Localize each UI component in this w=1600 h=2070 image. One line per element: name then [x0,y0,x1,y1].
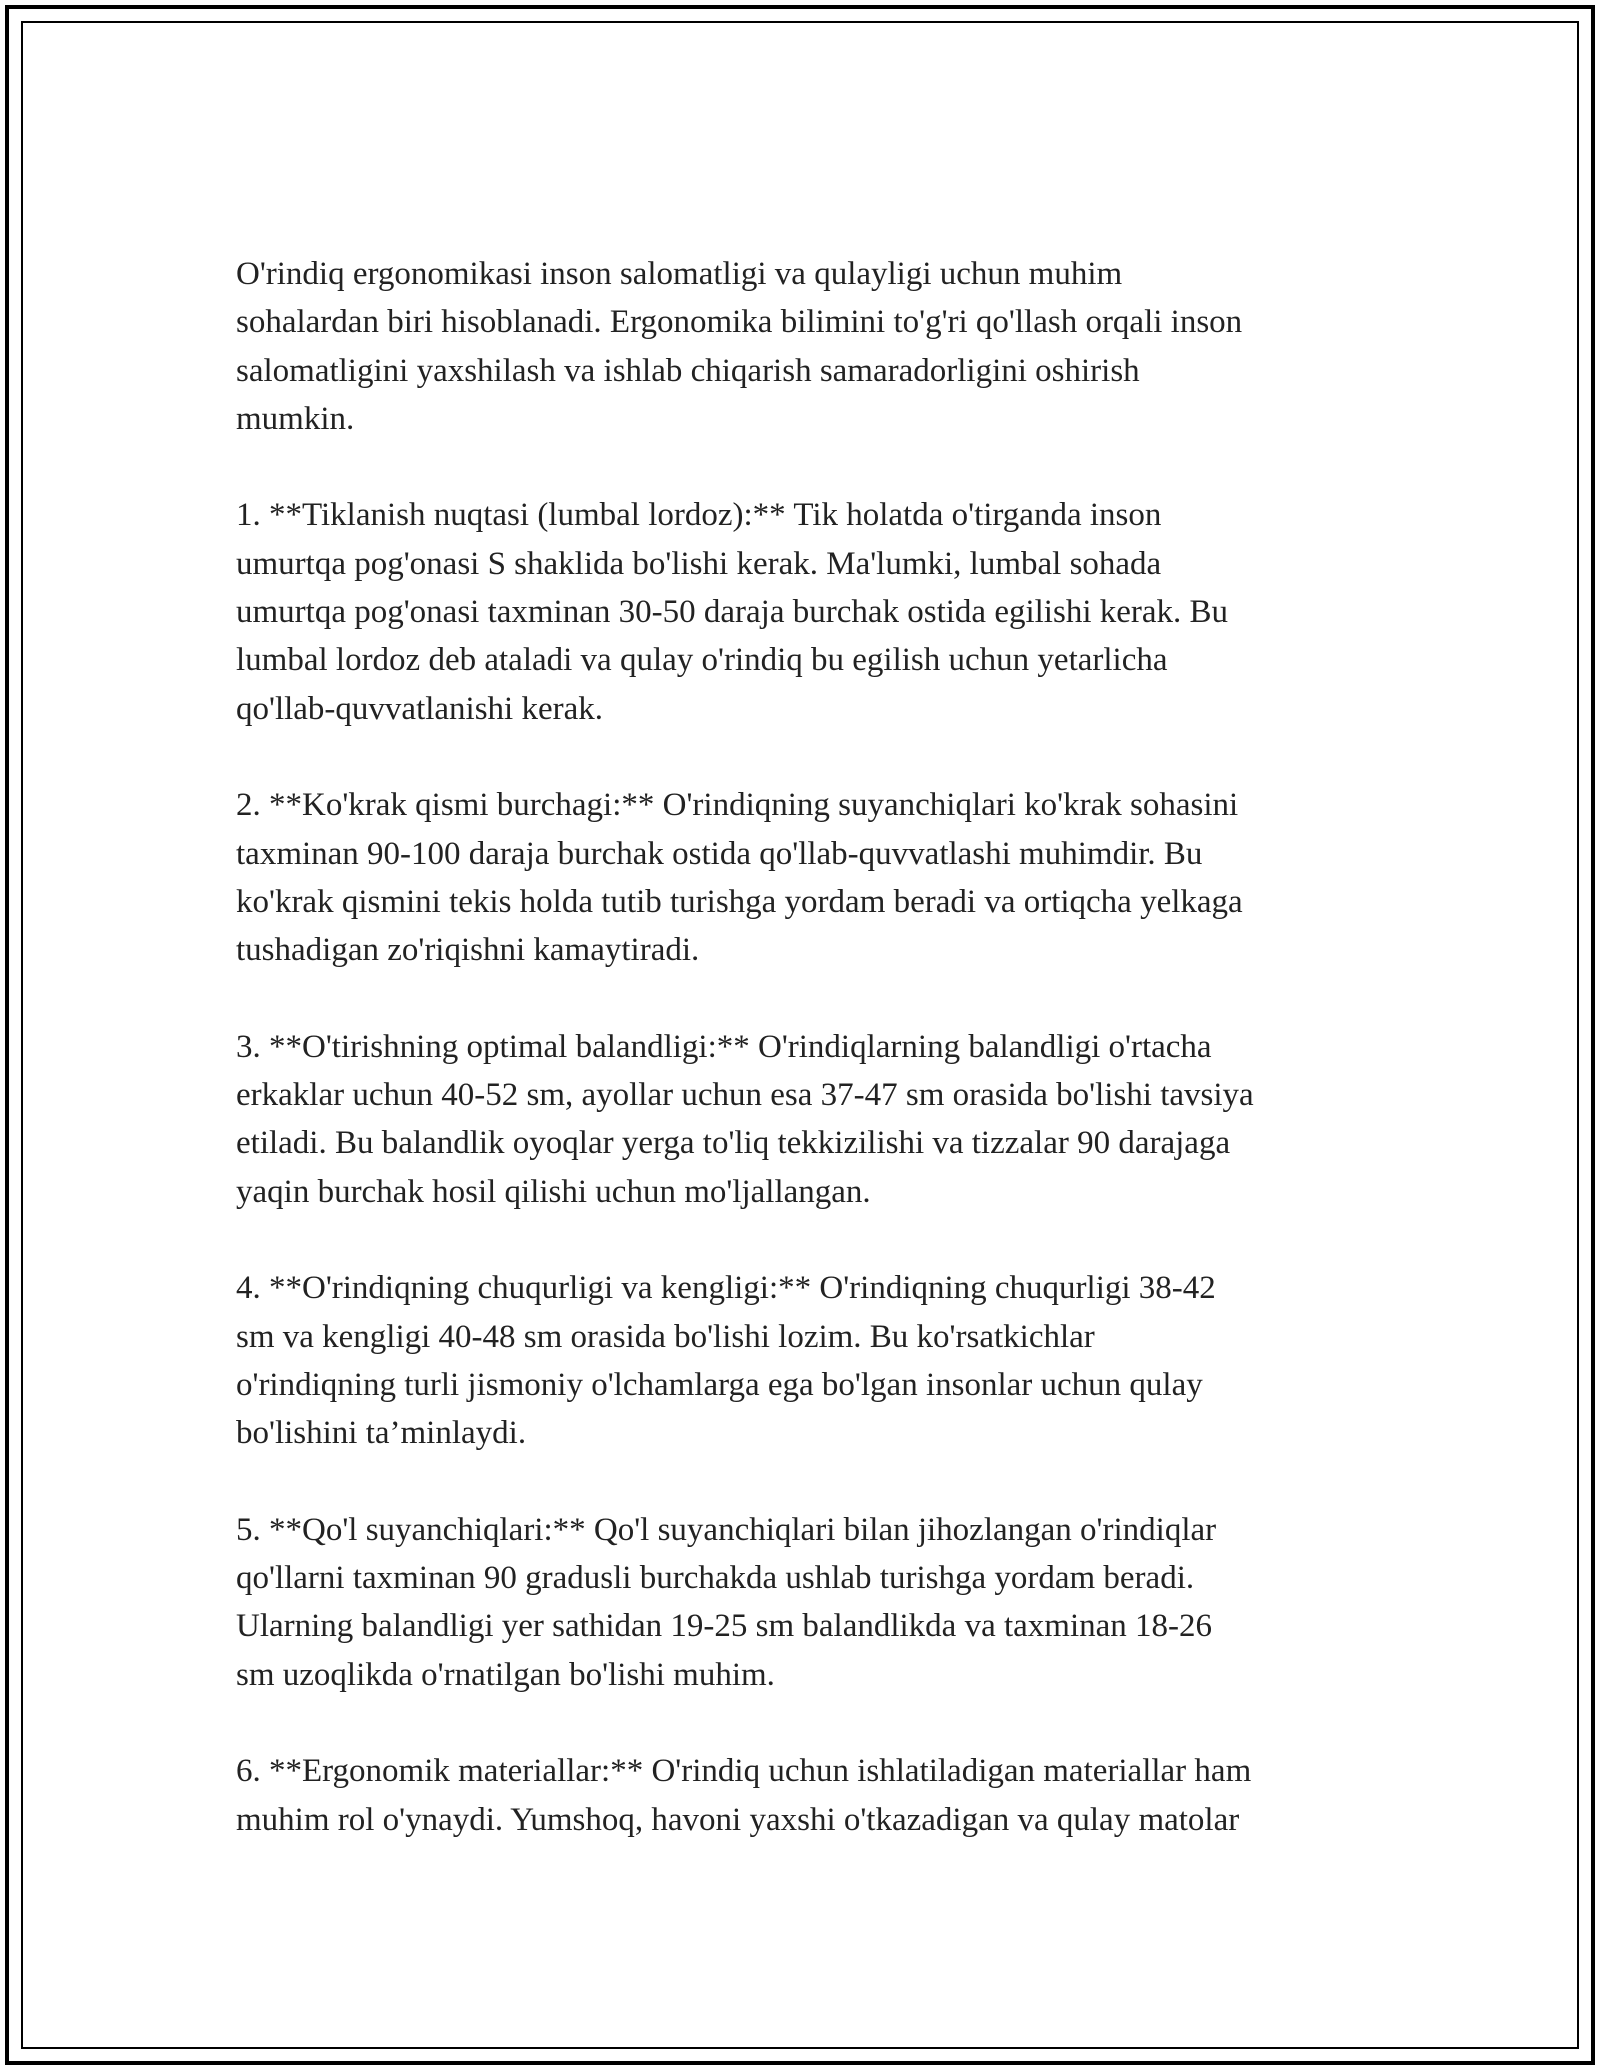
section-chuqurlik-kenglik: 4. **O'rindiqning chuqurligi va kengligi:** O'rindiqning chuqurligi 38-42 sm va kengligi 40-48 sm orasida bo'lishi lozim. Bu ko'rsatkichlar o'rindiqning turli jismoniy o'lchamlarga ega bo'lgan insonlar uchun qulay bo'lishini ta’minlaydi. [236,1270,1216,1452]
section-lumbal-lordoz: 1. **Tiklanish nuqtasi (lumbal lordoz):** Tik holatda o'tirganda inson umurtqa pog'onasi S shaklida bo'lishi kerak. Ma'lumki, lumbal sohada umurtqa pog'onasi taxminan 30-50 daraja burchak ostida egilishi kerak. Bu lumbal lordoz deb ataladi va qulay o'rindiq bu egilish uchun yetarlicha qo'llab-quvvatlanishi kerak. [236,497,1229,727]
section-ergonomik-materiallar: 6. **Ergonomik materiallar:** O'rindiq uchun ishlatiladigan materiallar ham muhim rol o'ynaydi. Yumshoq, havoni yaxshi o'tkazadigan va qulay matolar [236,1753,1252,1838]
intro-paragraph: O'rindiq ergonomikasi inson salomatligi va qulayligi uchun muhim sohalardan biri hisoblanadi. Ergonomika bilimini to'g'ri qo'llash orqali inson salomatligini yaxshilash va ishlab chiqarish samaradorligini oshirish mumkin. [236,256,1243,437]
section-kokrak-burchagi: 2. **Ko'krak qismi burchagi:** O'rindiqning suyanchiqlari ko'krak sohasini taxminan 90-100 daraja burchak ostida qo'llab-quvvatlashi muhimdir. Bu ko'krak qismini tekis holda tutib turishga yordam beradi va ortiqcha yelkaga tushadigan zo'riqishni kamaytiradi. [236,787,1243,969]
document-body [236,250,1376,1892]
section-qol-suyanchiqlari: 5. **Qo'l suyanchiqlari:** Qo'l suyanchiqlari bilan jihozlangan o'rindiqlar qo'llarni taxminan 90 gradusli burchakda ushlab turishga yordam beradi. Ularning balandligi yer sathidan 19-25 sm balandlikda va taxminan 18-26 sm uzoqlikda o'rnatilgan bo'lishi muhim. [236,1511,1217,1693]
section-otirish-balandligi: 3. **O'tirishning optimal balandligi:** O'rindiqlarning balandligi o'rtacha erkaklar uchun 40-52 sm, ayollar uchun esa 37-47 sm orasida bo'lishi tavsiya etiladi. Bu balandlik oyoqlar yerga to'liq tekkizilishi va tizzalar 90 darajaga yaqin burchak hosil qilishi uchun mo'ljallangan. [236,1028,1254,1210]
